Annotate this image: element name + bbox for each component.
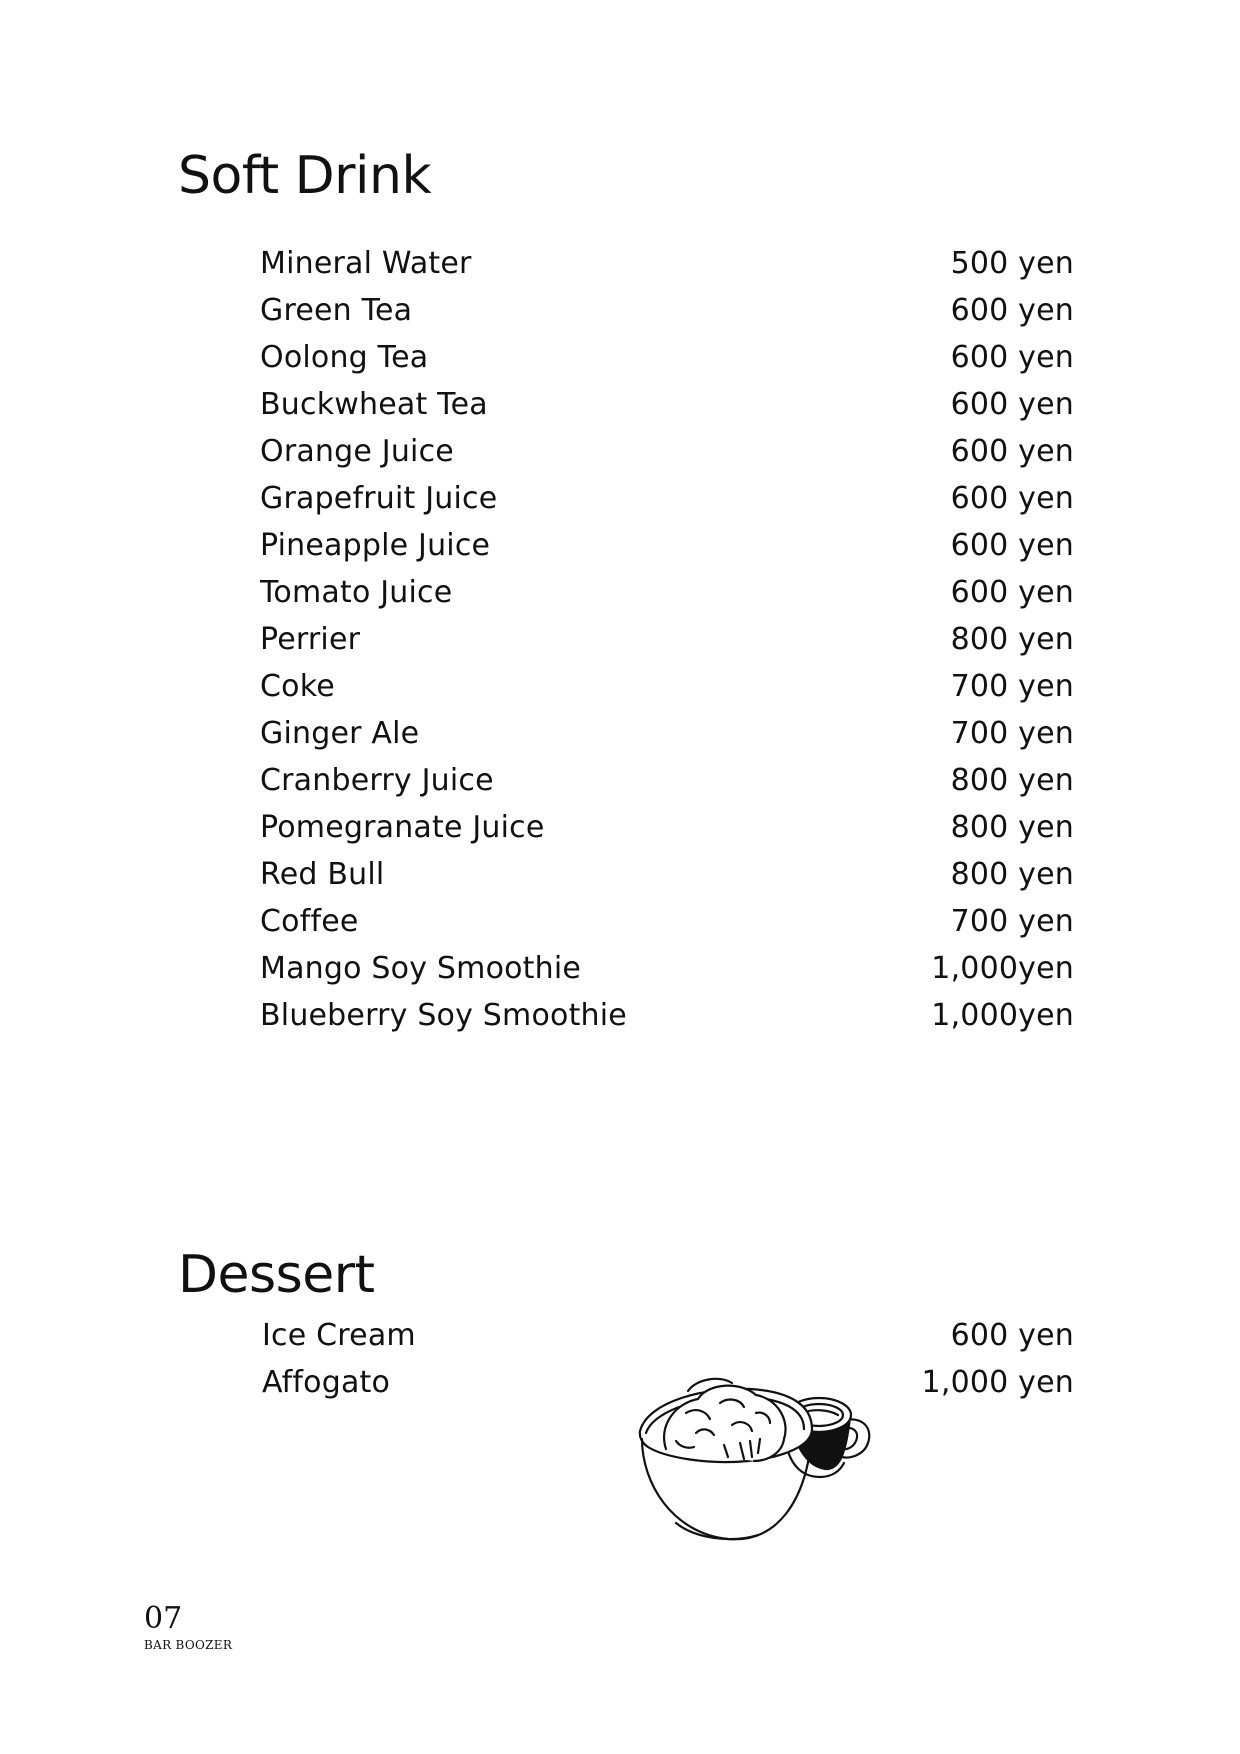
soft-drink-list: [260, 240, 1074, 1039]
item-name: Tomato Juice: [260, 575, 453, 610]
item-name: Ginger Ale: [260, 716, 420, 751]
item-name: Mango Soy Smoothie: [260, 951, 582, 986]
item-price: 600 yen: [950, 528, 1074, 563]
item-name: Buckwheat Tea: [260, 387, 488, 422]
item-price: 600 yen: [950, 340, 1074, 375]
item-price: 500 yen: [950, 246, 1074, 281]
item-name: Orange Juice: [260, 434, 454, 469]
item-name: Coffee: [260, 904, 359, 939]
list-item: [260, 475, 1074, 522]
item-name: Perrier: [260, 622, 361, 657]
affogato-illustration-icon: [636, 1373, 900, 1549]
item-price: 600 yen: [950, 434, 1074, 469]
item-price: 800 yen: [950, 857, 1074, 892]
list-item: [260, 569, 1074, 616]
brand-name: BAR BOOZER: [144, 1638, 233, 1652]
list-item: [260, 992, 1074, 1039]
item-name: Pomegranate Juice: [260, 810, 545, 845]
list-item: [260, 334, 1074, 381]
item-name: Mineral Water: [260, 246, 472, 281]
list-item: [260, 945, 1074, 992]
list-item: [260, 287, 1074, 334]
item-price: 700 yen: [950, 669, 1074, 704]
list-item: [260, 616, 1074, 663]
item-price: 1,000 yen: [921, 1365, 1074, 1400]
item-price: 1,000yen: [931, 998, 1074, 1033]
item-price: 600 yen: [950, 1318, 1074, 1353]
page-number: 07: [144, 1601, 183, 1636]
list-item: [260, 710, 1074, 757]
item-name: Affogato: [262, 1365, 391, 1400]
item-name: Pineapple Juice: [260, 528, 491, 563]
item-price: 800 yen: [950, 622, 1074, 657]
item-name: Blueberry Soy Smoothie: [260, 998, 627, 1033]
list-item: [260, 381, 1074, 428]
soft-drink-title: Soft Drink: [178, 146, 432, 206]
list-item: [260, 804, 1074, 851]
item-price: 600 yen: [950, 387, 1074, 422]
item-name: Red Bull: [260, 857, 385, 892]
list-item: [262, 1312, 1074, 1359]
list-item: [260, 757, 1074, 804]
item-price: 700 yen: [950, 904, 1074, 939]
item-price: 700 yen: [950, 716, 1074, 751]
item-name: Grapefruit Juice: [260, 481, 498, 516]
item-price: 1,000yen: [931, 951, 1074, 986]
item-name: Coke: [260, 669, 335, 704]
item-price: 800 yen: [950, 810, 1074, 845]
list-item: [260, 428, 1074, 475]
list-item: [260, 663, 1074, 710]
list-item: [260, 898, 1074, 945]
item-name: Ice Cream: [262, 1318, 416, 1353]
list-item: [260, 851, 1074, 898]
list-item: [260, 522, 1074, 569]
item-price: 600 yen: [950, 575, 1074, 610]
item-price: 800 yen: [950, 763, 1074, 798]
dessert-title: Dessert: [178, 1245, 375, 1305]
item-price: 600 yen: [950, 293, 1074, 328]
item-name: Cranberry Juice: [260, 763, 494, 798]
item-name: Green Tea: [260, 293, 413, 328]
list-item: [260, 240, 1074, 287]
item-name: Oolong Tea: [260, 340, 429, 375]
item-price: 600 yen: [950, 481, 1074, 516]
